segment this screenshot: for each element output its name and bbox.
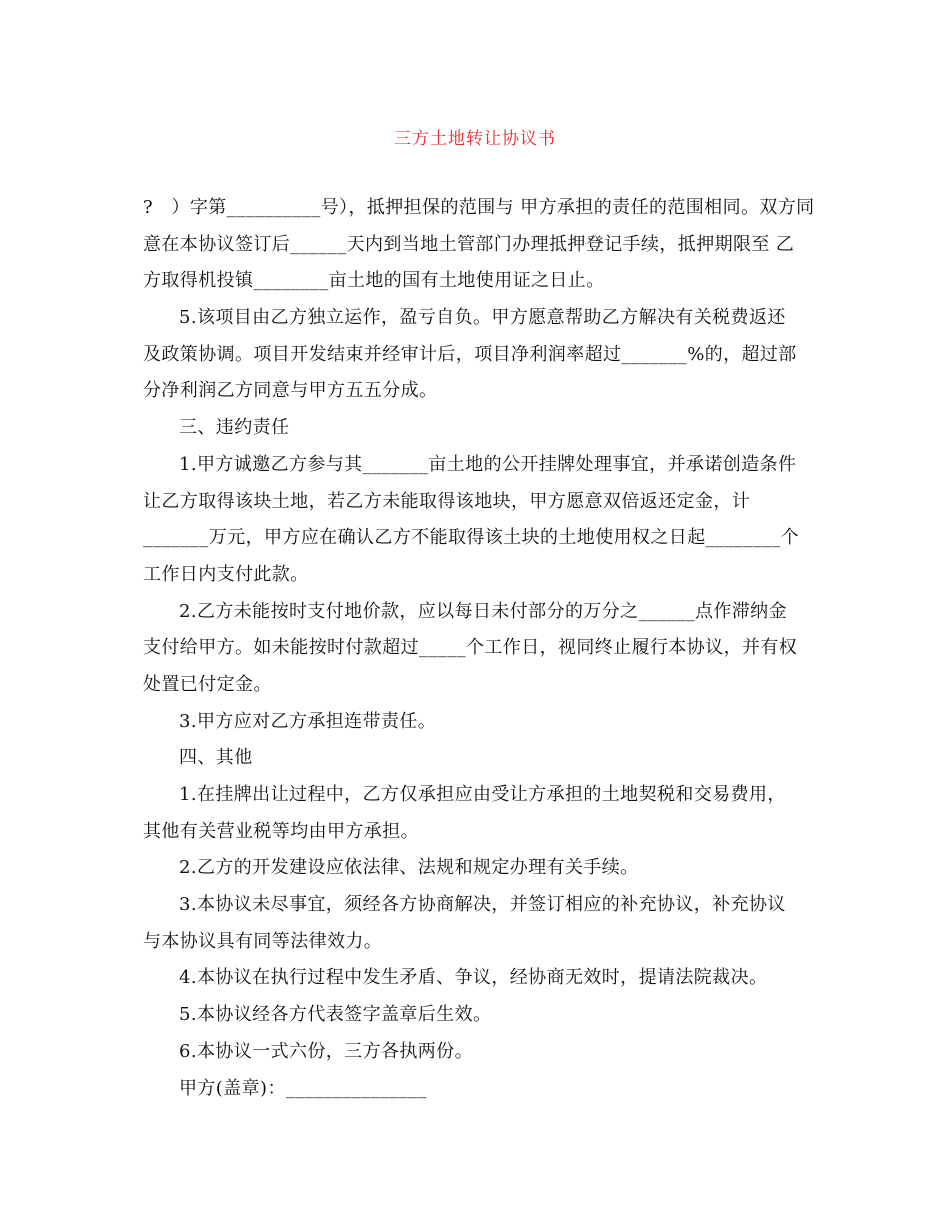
document-line: 三、违约责任 — [179, 417, 290, 439]
document-line: 3.本协议未尽事宜，须经各方协商解决，并签订相应的补充协议，补充协议 — [179, 894, 786, 916]
document-line: 与本协议具有同等法律效力。 — [143, 930, 383, 952]
document-line: 6.本协议一式六份，三方各执两份。 — [179, 1040, 473, 1062]
document-line: 支付给甲方。如未能按时付款超过_____个工作日，视同终止履行本协议，并有权 — [143, 637, 798, 659]
document-line: 2.乙方的开发建设应依法律、法规和规定办理有关手续。 — [179, 857, 639, 879]
document-line: 四、其他 — [179, 747, 253, 769]
document-body — [143, 190, 815, 1107]
document-line: 其他有关营业税等均由甲方承担。 — [143, 820, 419, 842]
document-line: 让乙方取得该块土地，若乙方未能取得该地块，甲方愿意双倍返还定金，计 — [143, 490, 751, 512]
document-line: 工作日内支付此款。 — [143, 563, 309, 585]
document-line: 意在本协议签订后______天内到当地土管部门办理抵押登记手续，抵押期限至 乙 — [143, 233, 795, 255]
document-line: 3.甲方应对乙方承担连带责任。 — [179, 710, 437, 732]
document-line: 1.在挂牌出让过程中，乙方仅承担应由受让方承担的土地契税和交易费用， — [179, 784, 786, 805]
document-line: 及政策协调。项目开发结束并经审计后，项目净利润率超过_______%的，超过部 — [143, 343, 797, 365]
document-line: 5.该项目由乙方独立运作，盈亏自负。甲方愿意帮助乙方解决有关税费返还 — [179, 307, 786, 329]
document-title: 三方土地转让协议书 — [394, 129, 556, 149]
document-line: 5.本协议经各方代表签字盖章后生效。 — [179, 1004, 492, 1026]
document-line: _______万元，甲方应在确认乙方不能取得该土块的土地使用权之日起________个 — [143, 527, 800, 549]
document-line: 甲方(盖章)：_______________ — [179, 1077, 427, 1099]
document-line: 方取得机投镇________亩土地的国有土地使用证之日止。 — [143, 270, 605, 292]
document-line: 1.甲方诚邀乙方参与其_______亩土地的公开挂牌处理事宜，并承诺创造条件 — [179, 453, 797, 475]
document-line: ? ）字第__________号），抵押担保的范围与 甲方承担的责任的范围相同。双方同 — [143, 197, 815, 218]
document-line: 分净利润乙方同意与甲方五五分成。 — [143, 380, 438, 402]
document-line: 处置已付定金。 — [143, 673, 272, 695]
document-line: 4.本协议在执行过程中发生矛盾、争议，经协商无效时，提请法院裁决。 — [179, 967, 768, 989]
document-line: 2.乙方未能按时支付地价款，应以每日未付部分的万分之______点作滞纳金 — [179, 600, 787, 622]
